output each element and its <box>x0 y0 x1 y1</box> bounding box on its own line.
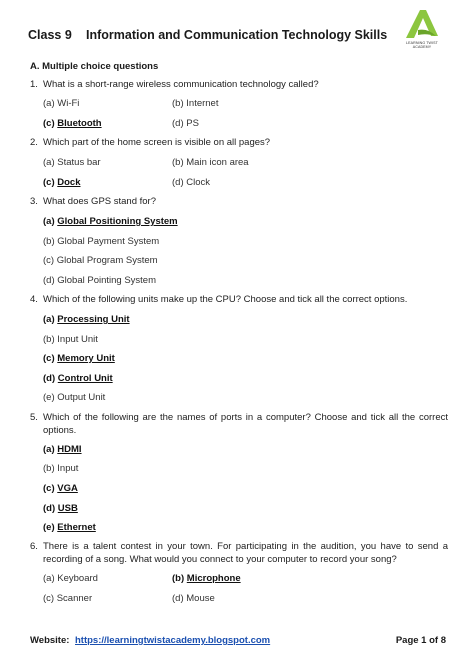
option-label: (c) <box>43 177 55 188</box>
option-text: Wi-Fi <box>57 98 80 109</box>
option-1c-correct[interactable] <box>43 118 102 129</box>
website-link[interactable]: https://learningtwistacademy.blogspot.com <box>75 635 271 646</box>
option-label: (b) <box>43 463 55 474</box>
option-5a-correct[interactable] <box>43 444 82 455</box>
option-text: Global Payment System <box>57 236 160 247</box>
option-label: (d) <box>172 118 184 129</box>
option-text: Control Unit <box>57 373 113 384</box>
option-3c[interactable] <box>43 255 158 266</box>
option-label: (c) <box>43 593 55 604</box>
option-4b[interactable] <box>43 334 98 345</box>
option-text: Ethernet <box>57 522 96 533</box>
question-number: 5. <box>30 412 38 423</box>
section-title: A. Multiple choice questions <box>30 61 159 72</box>
option-1d[interactable] <box>172 118 199 129</box>
option-label: (c) <box>43 353 55 364</box>
option-label: (c) <box>43 118 55 129</box>
option-2c-correct[interactable] <box>43 177 81 188</box>
option-2d[interactable] <box>172 177 210 188</box>
option-4e[interactable] <box>43 392 105 403</box>
option-text: HDMI <box>57 444 82 455</box>
page-number: Page 1 of 8 <box>395 635 446 646</box>
option-2b[interactable] <box>172 157 249 168</box>
option-text: PS <box>186 118 199 129</box>
option-text: Input Unit <box>57 334 98 345</box>
question-text: There is a talent contest in your town. For participating in the audition, you have to send a recording of a song. What would you connect to your computer to record your song? <box>43 541 448 565</box>
option-text: USB <box>57 503 78 514</box>
option-3a-correct[interactable] <box>43 216 178 227</box>
question-text: Which of the following are the names of ports in a computer? Choose and tick all the correct options. <box>43 412 448 436</box>
option-text: Output Unit <box>57 392 106 403</box>
option-label: (a) <box>43 444 55 455</box>
option-5c-correct[interactable] <box>43 483 78 494</box>
question-text: What is a short-range wireless communication technology called? <box>43 79 319 90</box>
option-3b[interactable] <box>43 236 159 247</box>
option-label: (c) <box>43 483 55 494</box>
option-label: (a) <box>43 216 55 227</box>
question-number: 1. <box>30 79 38 90</box>
question-number: 3. <box>30 196 38 207</box>
question-text: What does GPS stand for? <box>43 196 157 207</box>
option-label: (b) <box>172 573 185 584</box>
question-text: Which of the following units make up the CPU? Choose and tick all the correct options. <box>43 294 408 305</box>
option-label: (e) <box>43 392 55 403</box>
option-4a-correct[interactable] <box>43 314 130 325</box>
option-text: Scanner <box>56 593 93 604</box>
website-label: Website: <box>30 635 70 646</box>
option-label: (b) <box>43 334 55 345</box>
option-2a[interactable] <box>43 157 101 168</box>
question-number: 4. <box>30 294 38 305</box>
option-label: (d) <box>43 373 56 384</box>
option-6b-correct[interactable] <box>172 573 241 584</box>
option-text: Global Program System <box>56 255 158 266</box>
option-5e-correct[interactable] <box>43 522 96 533</box>
option-label: (d) <box>172 177 184 188</box>
option-text: Keyboard <box>57 573 98 584</box>
option-label: (d) <box>43 503 56 514</box>
option-text: Global Pointing System <box>57 275 157 286</box>
option-text: Internet <box>186 98 219 109</box>
document-title: Information and Communication Technology Skills <box>86 28 388 42</box>
option-label: (d) <box>43 275 55 286</box>
option-4d-correct[interactable] <box>43 373 113 384</box>
option-text: Input <box>57 463 79 474</box>
question-number: 2. <box>30 137 38 148</box>
option-text: Global Positioning System <box>57 216 178 227</box>
option-5b[interactable] <box>43 463 78 474</box>
option-label: (e) <box>43 522 55 533</box>
option-label: (d) <box>172 593 184 604</box>
option-text: Clock <box>186 177 211 188</box>
class-label: Class 9 <box>28 28 72 42</box>
option-text: Bluetooth <box>57 118 102 129</box>
logo-tagline: LEARNING TWIST ACADEMY <box>406 41 438 49</box>
option-4c-correct[interactable] <box>43 353 115 364</box>
option-label: (a) <box>43 314 55 325</box>
option-text: Mouse <box>186 593 215 604</box>
option-label: (b) <box>172 98 184 109</box>
page-footer <box>30 635 446 649</box>
option-text: Memory Unit <box>57 353 115 364</box>
option-3d[interactable] <box>43 275 156 286</box>
question-number: 6. <box>30 541 38 552</box>
option-6d[interactable] <box>172 593 215 604</box>
page-header <box>28 28 446 48</box>
option-text: Dock <box>57 177 81 188</box>
option-1a[interactable] <box>43 98 79 109</box>
option-text: Status bar <box>57 157 101 168</box>
option-label: (b) <box>172 157 184 168</box>
option-label: (a) <box>43 98 55 109</box>
question-text: Which part of the home screen is visible on all pages? <box>43 137 271 148</box>
option-label: (b) <box>43 236 55 247</box>
option-6c[interactable] <box>43 593 92 604</box>
option-label: (c) <box>43 255 55 266</box>
option-text: VGA <box>57 483 78 494</box>
option-label: (a) <box>43 573 55 584</box>
option-text: Main icon area <box>186 157 249 168</box>
option-5d-correct[interactable] <box>43 503 78 514</box>
option-6a[interactable] <box>43 573 98 584</box>
option-text: Microphone <box>186 573 241 584</box>
option-label: (a) <box>43 157 55 168</box>
option-text: Processing Unit <box>57 314 130 325</box>
option-1b[interactable] <box>172 98 218 109</box>
